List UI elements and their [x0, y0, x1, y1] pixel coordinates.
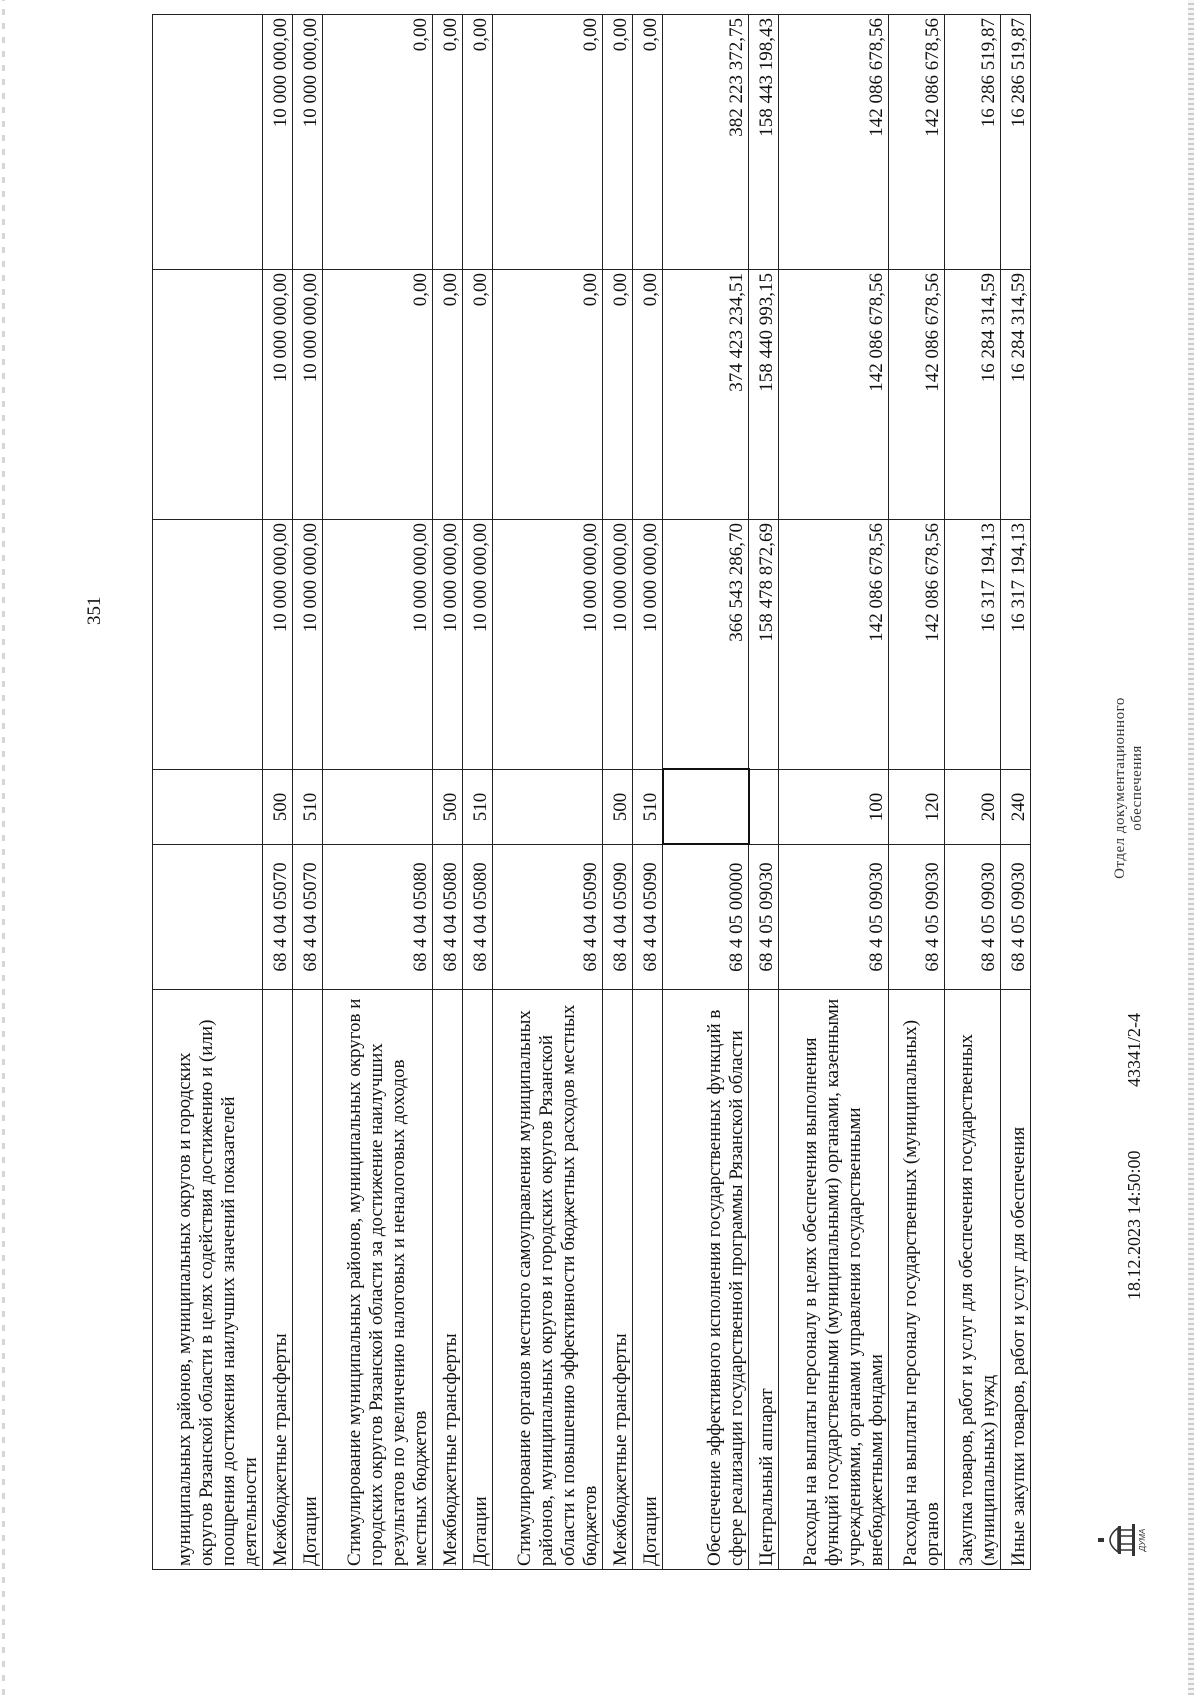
row-code: 68 4 04 05090 — [493, 845, 603, 990]
row-vr: 500 — [603, 770, 633, 845]
row-name: муниципальных районов, муниципальных округов и городских округов Рязанской области в целях содействия достижению и (или) поощрения достижения наилучших значений показателей деятельности — [153, 990, 263, 1570]
row-value-2 — [153, 270, 263, 520]
row-value-1: 10 000 000,00 — [293, 520, 323, 770]
table-row — [779, 15, 889, 1570]
department-stamp — [1112, 693, 1146, 883]
row-value-3: 10 000 000,00 — [293, 15, 323, 270]
table-row — [1001, 15, 1031, 1570]
table-row — [603, 15, 633, 1570]
row-value-1: 16 317 194,13 — [945, 520, 1001, 770]
row-value-1: 10 000 000,00 — [323, 520, 433, 770]
row-value-2: 0,00 — [633, 270, 663, 520]
row-value-1: 10 000 000,00 — [603, 520, 633, 770]
row-value-3: 0,00 — [463, 15, 493, 270]
row-value-3: 158 443 198,43 — [749, 15, 779, 270]
row-name: Дотации — [293, 990, 323, 1570]
row-code: 68 4 04 05070 — [293, 845, 323, 990]
row-value-3: 382 223 372,75 — [663, 15, 749, 270]
row-vr: 240 — [1001, 770, 1031, 845]
row-value-2: 158 440 993,15 — [749, 270, 779, 520]
scan-edge-top — [2, 0, 5, 1695]
row-vr: 510 — [463, 770, 493, 845]
row-value-2: 142 086 678,56 — [779, 270, 889, 520]
row-code — [153, 845, 263, 990]
row-code: 68 4 04 05080 — [463, 845, 493, 990]
duma-logo-icon — [1096, 1520, 1148, 1560]
table-row — [293, 15, 323, 1570]
row-name: Стимулирование органов местного самоуправления муниципальных районов, муниципальных округов и городских округов Рязанской области к повышению эффективности бюджетных расходов местных бюджетов — [493, 990, 603, 1570]
row-value-1: 366 543 286,70 — [663, 520, 749, 770]
table-row — [463, 15, 493, 1570]
row-value-2: 374 423 234,51 — [663, 270, 749, 520]
row-name: Межбюджетные трансферты — [263, 990, 293, 1570]
row-value-2: 10 000 000,00 — [293, 270, 323, 520]
row-value-1: 158 478 872,69 — [749, 520, 779, 770]
row-value-1: 16 317 194,13 — [1001, 520, 1031, 770]
table-row — [493, 15, 603, 1570]
table-row — [945, 15, 1001, 1570]
row-value-3: 0,00 — [493, 15, 603, 270]
row-vr: 510 — [293, 770, 323, 845]
table-row — [153, 15, 263, 1570]
row-code: 68 4 04 05080 — [323, 845, 433, 990]
row-vr — [493, 770, 603, 845]
row-name: Расходы на выплаты персоналу государственных (муниципальных) органов — [889, 990, 945, 1570]
row-value-1 — [153, 520, 263, 770]
row-name: Дотации — [633, 990, 663, 1570]
row-value-2: 16 284 314,59 — [1001, 270, 1031, 520]
row-value-1: 10 000 000,00 — [493, 520, 603, 770]
row-value-3: 142 086 678,56 — [779, 15, 889, 270]
row-code: 68 4 04 05090 — [603, 845, 633, 990]
row-value-2: 0,00 — [463, 270, 493, 520]
page-footer — [1090, 0, 1200, 1695]
row-value-3: 142 086 678,56 — [889, 15, 945, 270]
row-vr — [663, 770, 749, 845]
row-value-2: 0,00 — [493, 270, 603, 520]
row-vr: 500 — [433, 770, 463, 845]
row-name: Закупка товаров, работ и услуг для обеспечения государственных (муниципальных) нужд — [945, 990, 1001, 1570]
row-value-2: 0,00 — [433, 270, 463, 520]
row-value-1: 142 086 678,56 — [779, 520, 889, 770]
row-vr — [153, 770, 263, 845]
footer-date: 18.12.2023 14:50:00 — [1124, 1150, 1144, 1300]
table-row — [663, 15, 749, 1570]
row-name: Межбюджетные трансферты — [433, 990, 463, 1570]
row-value-3: 0,00 — [323, 15, 433, 270]
scan-edge-bottom — [1188, 0, 1194, 1695]
table-row — [323, 15, 433, 1570]
row-value-3: 16 286 519,87 — [945, 15, 1001, 270]
row-code: 68 4 04 05080 — [433, 845, 463, 990]
stamp-line-2: обеспечения — [1129, 745, 1145, 831]
row-value-2: 0,00 — [603, 270, 633, 520]
row-value-1: 10 000 000,00 — [433, 520, 463, 770]
row-value-1: 10 000 000,00 — [633, 520, 663, 770]
row-name: Иные закупки товаров, работ и услуг для обеспечения — [1001, 990, 1031, 1570]
row-vr: 100 — [779, 770, 889, 845]
row-value-1: 10 000 000,00 — [463, 520, 493, 770]
row-value-2: 10 000 000,00 — [263, 270, 293, 520]
table-row — [749, 15, 779, 1570]
row-vr — [749, 770, 779, 845]
table-row — [633, 15, 663, 1570]
row-value-3: 10 000 000,00 — [263, 15, 293, 270]
row-value-3: 0,00 — [603, 15, 633, 270]
row-code: 68 4 04 05090 — [633, 845, 663, 990]
table-row — [263, 15, 293, 1570]
row-code: 68 4 05 00000 — [663, 845, 749, 990]
budget-table — [152, 14, 1031, 1570]
row-code: 68 4 05 09030 — [945, 845, 1001, 990]
row-value-3: 16 286 519,87 — [1001, 15, 1031, 270]
row-vr: 200 — [945, 770, 1001, 845]
row-code: 68 4 05 09030 — [779, 845, 889, 990]
row-name: Стимулирование муниципальных районов, муниципальных округов и городских округов Рязанской области за достижение наилучших результатов по увеличению налоговых и неналоговых доходов местных бюджетов — [323, 990, 433, 1570]
row-code: 68 4 04 05070 — [263, 845, 293, 990]
row-vr: 510 — [633, 770, 663, 845]
row-code: 68 4 05 09030 — [889, 845, 945, 990]
row-vr: 500 — [263, 770, 293, 845]
row-vr: 120 — [889, 770, 945, 845]
row-name: Центральный аппарат — [749, 990, 779, 1570]
row-name: Расходы на выплаты персоналу в целях обеспечения выполнения функций государственными (муниципальными) органами, казенными учреждениями, органами управления государственными внебюджетными фондами — [779, 990, 889, 1570]
row-value-3: 0,00 — [633, 15, 663, 270]
row-value-3: 0,00 — [433, 15, 463, 270]
table-row — [889, 15, 945, 1570]
row-value-1: 10 000 000,00 — [263, 520, 293, 770]
row-code: 68 4 05 09030 — [1001, 845, 1031, 990]
row-value-2: 142 086 678,56 — [889, 270, 945, 520]
row-value-3 — [153, 15, 263, 270]
row-name: Межбюджетные трансферты — [603, 990, 633, 1570]
page-number: 351 — [84, 596, 105, 625]
row-name: Обеспечение эффективного исполнения государственных функций в сфере реализации государственной программы Рязанской области — [663, 990, 749, 1570]
row-code: 68 4 05 09030 — [749, 845, 779, 990]
row-value-2: 16 284 314,59 — [945, 270, 1001, 520]
footer-doc-number: 43341/2-4 — [1124, 1013, 1144, 1087]
table-row — [433, 15, 463, 1570]
row-name: Дотации — [463, 990, 493, 1570]
logo-text: ДУМА — [1138, 1528, 1147, 1552]
row-value-1: 142 086 678,56 — [889, 520, 945, 770]
row-value-2: 0,00 — [323, 270, 433, 520]
row-vr — [323, 770, 433, 845]
stamp-line-1: Отдел документационного — [1112, 697, 1128, 879]
